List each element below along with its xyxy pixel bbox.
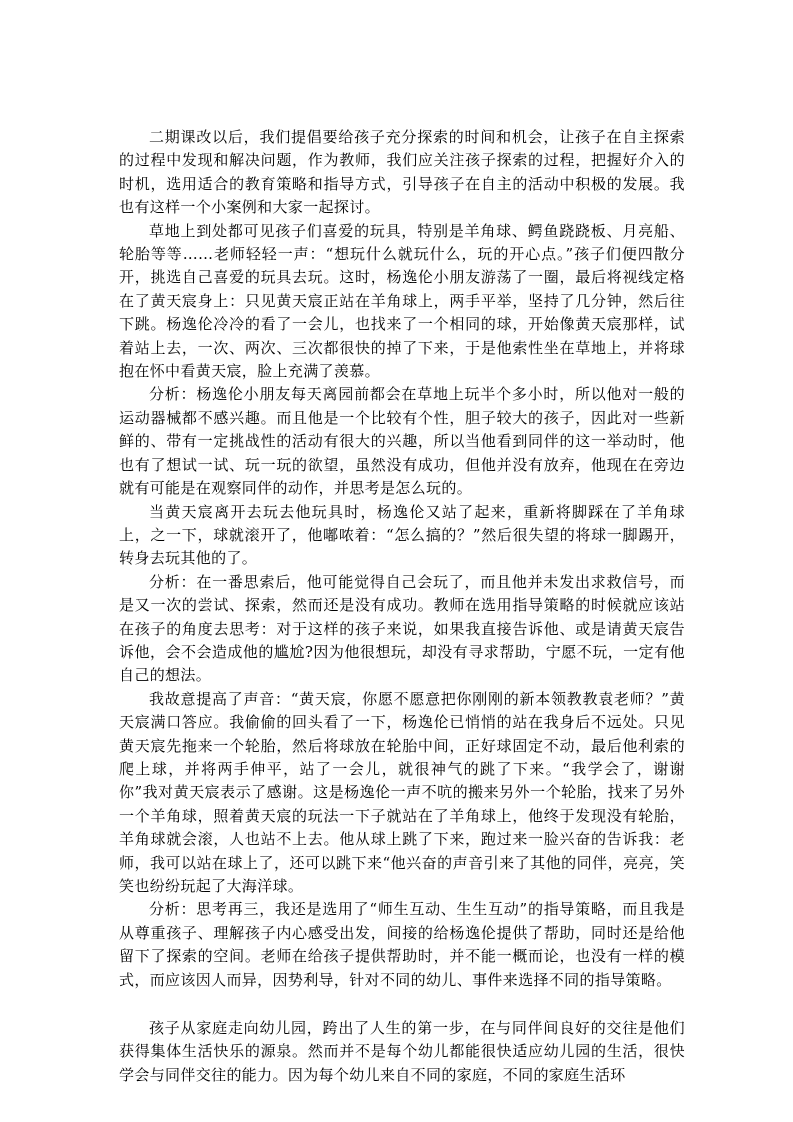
paragraph-analysis-3: 分析：思考再三，我还是选用了“师生互动、生生互动”的指导策略，而且我是从尊重孩子、理解孩子内心感受出发，间接的给杨逸伦提供了帮助，同时还是给他留下了探索的空间。老师在给孩子提供帮助时，并不能一概而论，也没有一样的模式，而应该因人而异，因势利导，针对不同的幼儿、事件来选择不同的指导策略。	[119, 900, 685, 989]
paragraph-analysis-1: 分析：杨逸伦小朋友每天离园前都会在草地上玩半个多小时，所以他对一般的运动器械都不感兴趣。而且他是一个比较有个性，胆子较大的孩子，因此对一些新鲜的、带有一定挑战性的活动有很大的兴趣，所以当他看到同伴的这一举动时，他也有了想试一试、玩一玩的欲望，虽然没有成功，但他并没有放弃，他现在在旁边就有可能是在观察同伴的动作，并思考是怎么玩的。	[119, 385, 685, 498]
paragraph-case-continued: 当黄天宸离开去玩去他玩具时，杨逸伦又站了起来，重新将脚踩在了羊角球上，之一下，球就滚开了，他嘟哝着：“怎么搞的？”然后很失望的将球一脚踢开，转身去玩其他的了。	[119, 502, 685, 568]
paragraph-intro: 二期课改以后，我们提倡要给孩子充分探索的时间和机会，让孩子在自主探索的过程中发现和解决问题，作为教师，我们应关注孩子探索的过程，把握好介入的时机，选用适合的教育策略和指导方式，引导孩子在自主的活动中积极的发展。我也有这样一个小案例和大家一起探讨。	[119, 128, 685, 217]
paragraph-analysis-2: 分析：在一番思索后，他可能觉得自己会玩了，而且他并未发出求救信号，而是又一次的尝试、探索，然而还是没有成功。教师在选用指导策略的时候就应该站在孩子的角度去思考：对于这样的孩子来说，如果我直接告诉他、或是请黄天宸告诉他，会不会造成他的尴尬?因为他很想玩，却没有寻求帮助，宁愿不玩，一定有他自己的想法。	[119, 572, 685, 685]
paragraph-case-scene: 草地上到处都可见孩子们喜爱的玩具，特别是羊角球、鳄鱼跷跷板、月亮船、轮胎等等……老师轻轻一声：“想玩什么就玩什么，玩的开心点。”孩子们便四散分开，挑选自己喜爱的玩具去玩。这时，杨逸伦小朋友游荡了一圈，最后将视线定格在了黄天宸身上：只见黄天宸正站在羊角球上，两手平举，坚持了几分钟，然后往下跳。杨逸伦冷冷的看了一会儿，也找来了一个相同的球，开始像黄天宸那样，试着站上去，一次、两次、三次都很快的掉了下来，于是他索性坐在草地上，并将球抱在怀中看黄天宸，脸上充满了羡慕。	[119, 221, 685, 381]
section-gap	[119, 992, 685, 1017]
paragraph-next-section: 孩子从家庭走向幼儿园，跨出了人生的第一步，在与同伴间良好的交往是他们获得集体生活快乐的源泉。然而并不是每个幼儿都能很快适应幼儿园的生活，很快学会与同伴交往的能力。因为每个幼儿来自不同的家庭，不同的家庭生活环	[119, 1019, 685, 1084]
document-body	[119, 126, 685, 1087]
paragraph-intervention: 我故意提高了声音：“黄天宸，你愿不愿意把你刚刚的新本领教教袁老师？”黄天宸满口答应。我偷偷的回头看了一下，杨逸伦已悄悄的站在我身后不远处。只见黄天宸先拖来一个轮胎，然后将球放在轮胎中间，正好球固定不动，最后他利索的爬上球，并将两手伸平，站了一会儿，就很神气的跳了下来。“我学会了，谢谢你”我对黄天宸表示了感谢。这是杨逸伦一声不吭的搬来另外一个轮胎，找来了另外一个羊角球，照着黄天宸的玩法一下子就站在了羊角球上，他终于发现没有轮胎，羊角球就会滚，人也站不上去。他从球上跳了下来，跑过来一脸兴奋的告诉我：老师，我可以站在球上了，还可以跳下来“他兴奋的声音引来了其他的同伴，亮亮，笑笑也纷纷玩起了大海洋球。	[119, 689, 685, 895]
